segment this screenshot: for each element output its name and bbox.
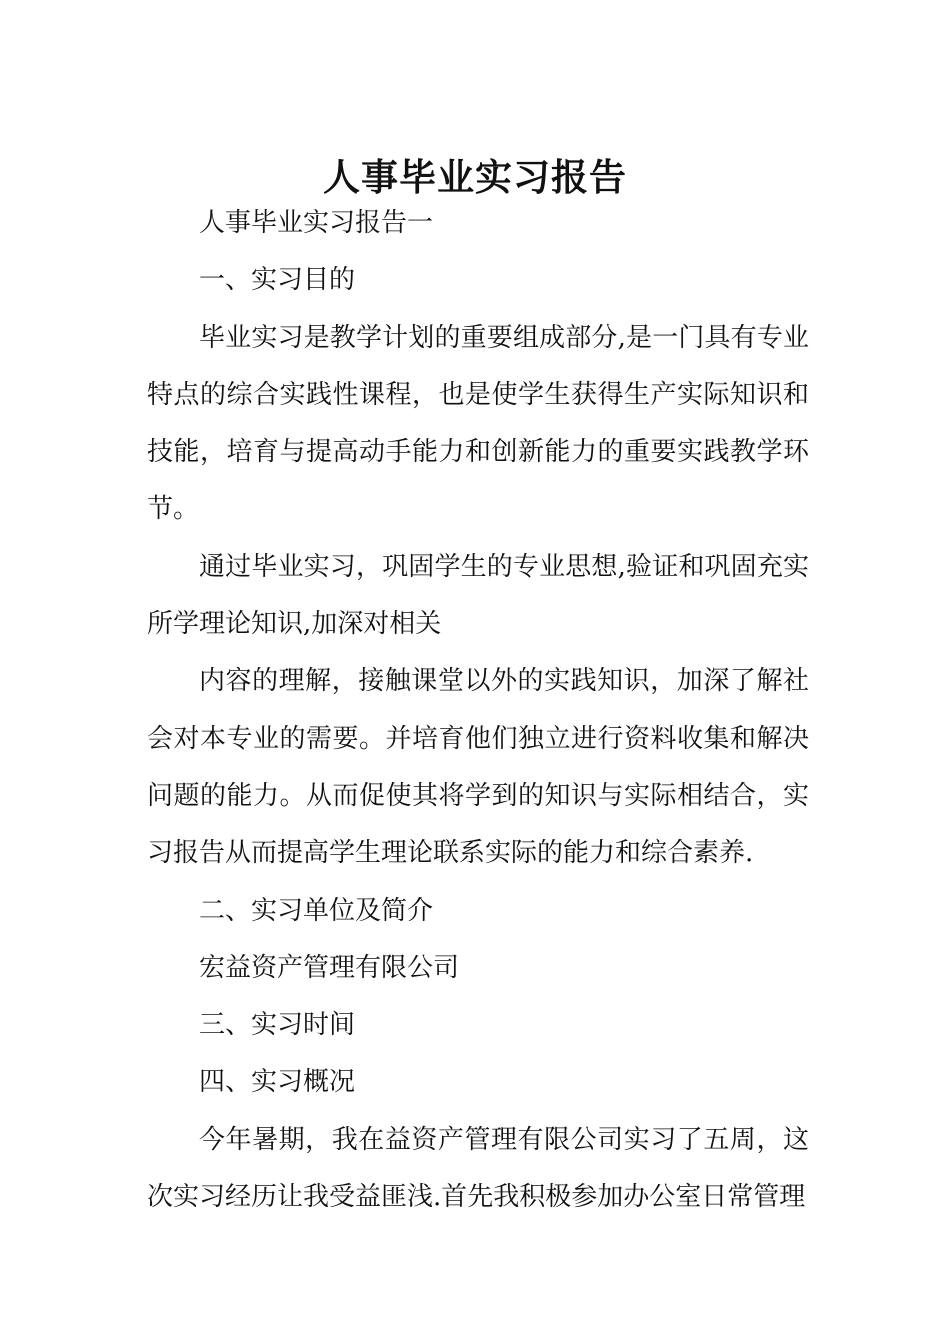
company-name: 宏益资产管理有限公司 <box>199 952 460 983</box>
body-paragraph: 内容的理解，接触课堂以外的实践知识，加深了解社会对本专业的需要。并培育他们独立进行资料收集和解决问题的能力。从而促使其将学到的知识与实际相结合，实习报告从而提高学生理论联系实际的能力和综合素养. <box>147 666 809 869</box>
section-heading-company: 二、实习单位及简介 <box>199 895 434 926</box>
section-heading-purpose: 一、实习目的 <box>199 265 356 296</box>
document-body <box>147 195 809 1226</box>
body-paragraph: 今年暑期，我在益资产管理有限公司实习了五周，这次实习经历让我受益匪浅.首先我积极参加办公室日常管理 <box>147 1124 809 1213</box>
report-subtitle: 人事毕业实习报告一 <box>199 208 434 238</box>
body-paragraph: 通过毕业实习，巩固学生的专业思想,验证和巩固充实所学理论知识,加深对相关 <box>147 551 809 640</box>
document-title: 人事毕业实习报告 <box>323 154 627 199</box>
body-paragraph: 毕业实习是教学计划的重要组成部分,是一门具有专业特点的综合实践性课程，也是使学生获得生产实际知识和技能，培育与提高动手能力和创新能力的重要实践教学环节。 <box>147 322 809 525</box>
section-heading-time: 三、实习时间 <box>199 1010 356 1041</box>
section-heading-overview: 四、实习概况 <box>199 1067 356 1098</box>
